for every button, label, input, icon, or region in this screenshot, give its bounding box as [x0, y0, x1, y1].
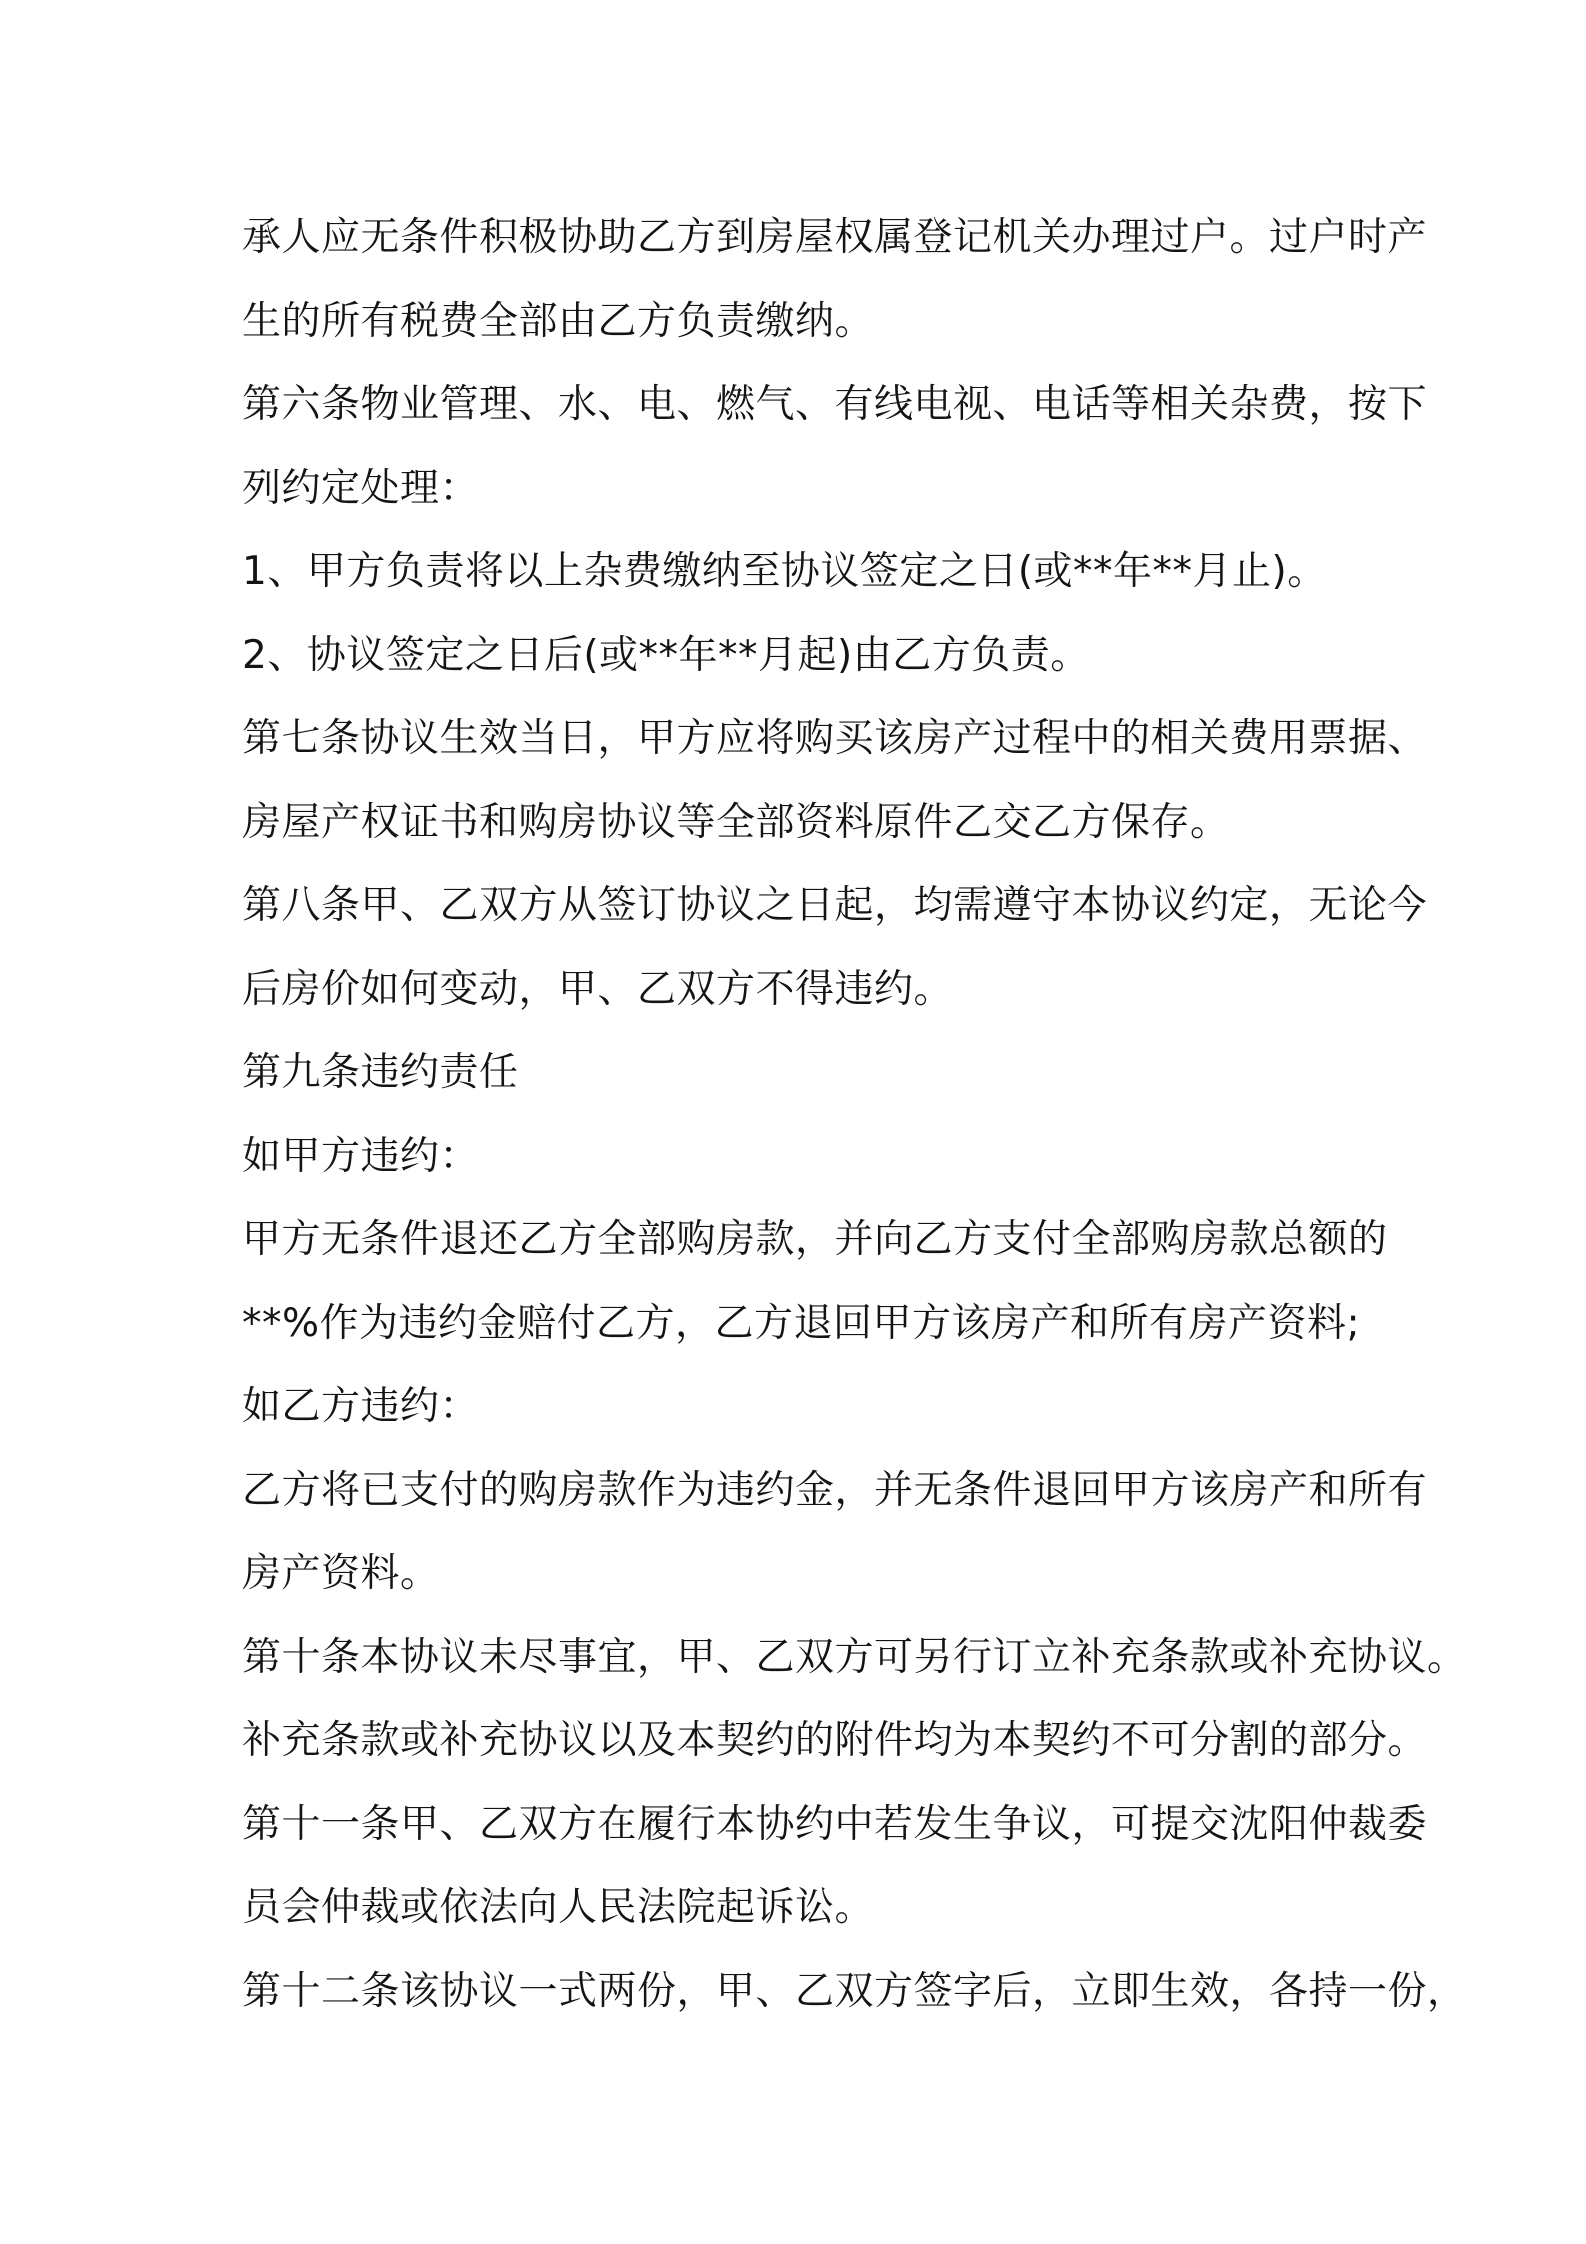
text-line: 补充条款或补充协议以及本契约的附件均为本契约不可分割的部分。	[242, 1718, 1428, 1763]
document-body	[242, 196, 1467, 2033]
text-line: 后房价如何变动，甲、乙双方不得违约。	[242, 966, 954, 1012]
text-line: 列约定处理：	[242, 465, 480, 511]
text-line: 房产资料。	[242, 1551, 440, 1596]
article-10-heading-line: 第十条本协议未尽事宜，甲、乙双方可另行订立补充条款或补充协议。	[242, 1634, 1467, 1680]
text-line: **%作为违约金赔付乙方，乙方退回甲方该房产和所有房产资料;	[242, 1300, 1361, 1346]
article-11-heading-line: 第十一条甲、乙双方在履行本协约中若发生争议，可提交沈阳仲裁委	[242, 1801, 1428, 1847]
text-line: 员会仲裁或依法向人民法院起诉讼。	[242, 1885, 875, 1930]
text-line: 房屋产权证书和购房协议等全部资料原件乙交乙方保存。	[242, 799, 1230, 845]
text-line: 生的所有税费全部由乙方负责缴纳。	[242, 298, 875, 344]
list-item: 2、协议签定之日后(或**年**月起)由乙方负责。	[242, 632, 1090, 678]
text-line: 甲方无条件退还乙方全部购房款，并向乙方支付全部购房款总额的	[242, 1217, 1388, 1262]
article-7-heading-line: 第七条协议生效当日，甲方应将购买该房产过程中的相关费用票据、	[242, 716, 1428, 761]
text-line: 乙方将已支付的购房款作为违约金，并无条件退回甲方该房产和所有	[242, 1467, 1428, 1513]
party-a-breach-label: 如甲方违约：	[242, 1133, 480, 1179]
article-9-heading: 第九条违约责任	[242, 1050, 519, 1095]
article-8-heading-line: 第八条甲、乙双方从签订协议之日起，均需遵守本协议约定，无论今	[242, 883, 1428, 928]
article-12-heading-line: 第十二条该协议一式两份，甲、乙双方签字后，立即生效，各持一份，	[242, 1968, 1467, 2014]
list-item: 1、甲方负责将以上杂费缴纳至协议签定之日(或**年**月止)。	[242, 549, 1327, 594]
article-6-heading-line: 第六条物业管理、水、电、燃气、有线电视、电话等相关杂费，按下	[242, 382, 1428, 427]
text-line: 承人应无条件积极协助乙方到房屋权属登记机关办理过户。过户时产	[242, 215, 1428, 260]
party-b-breach-label: 如乙方违约：	[242, 1384, 480, 1429]
